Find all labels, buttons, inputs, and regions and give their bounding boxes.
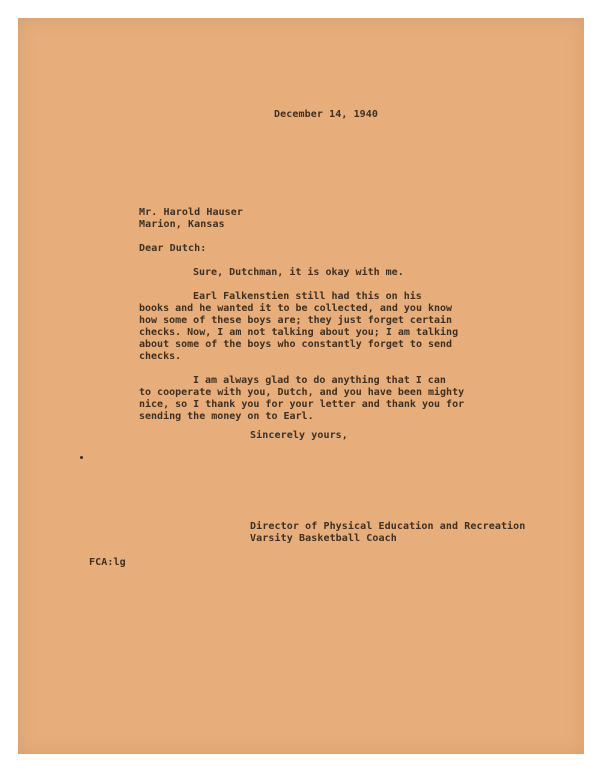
paragraph-line: nice, so I thank you for your letter and thank you for xyxy=(139,399,465,410)
paragraph-2 xyxy=(139,291,458,363)
paragraph-line: I am always glad to do anything that I can xyxy=(193,375,446,386)
signature-title-line: Director of Physical Education and Recreation xyxy=(250,521,526,532)
paragraph-line: to cooperate with you, Dutch, and you have been mighty xyxy=(139,387,465,398)
paper-speck xyxy=(80,456,83,459)
paragraph-line: Sure, Dutchman, it is okay with me. xyxy=(193,267,404,278)
signature-title-line: Varsity Basketball Coach xyxy=(250,533,397,544)
paragraph-1 xyxy=(139,267,404,279)
paragraph-line: how some of these boys are; they just forget certain xyxy=(139,315,453,326)
paragraph-line: Earl Falkenstien still had this on his xyxy=(193,291,422,302)
salutation: Dear Dutch: xyxy=(139,243,207,254)
letter-page xyxy=(18,18,584,754)
recipient-location: Marion, Kansas xyxy=(139,219,225,230)
recipient-name: Mr. Harold Hauser xyxy=(139,207,244,218)
paragraph-line: checks. Now, I am not talking about you; I am talking xyxy=(139,327,459,338)
reference-initials: FCA:lg xyxy=(89,557,126,568)
paragraph-line: about some of the boys who constantly forget to send xyxy=(139,339,453,350)
letter-date: December 14, 1940 xyxy=(274,109,379,120)
paragraph-line: checks. xyxy=(139,351,182,362)
paragraph-line: books and he wanted it to be collected, and you know xyxy=(139,303,453,314)
paragraph-line: sending the money on to Earl. xyxy=(139,411,314,422)
closing: Sincerely yours, xyxy=(250,430,348,441)
paragraph-3 xyxy=(139,375,464,423)
